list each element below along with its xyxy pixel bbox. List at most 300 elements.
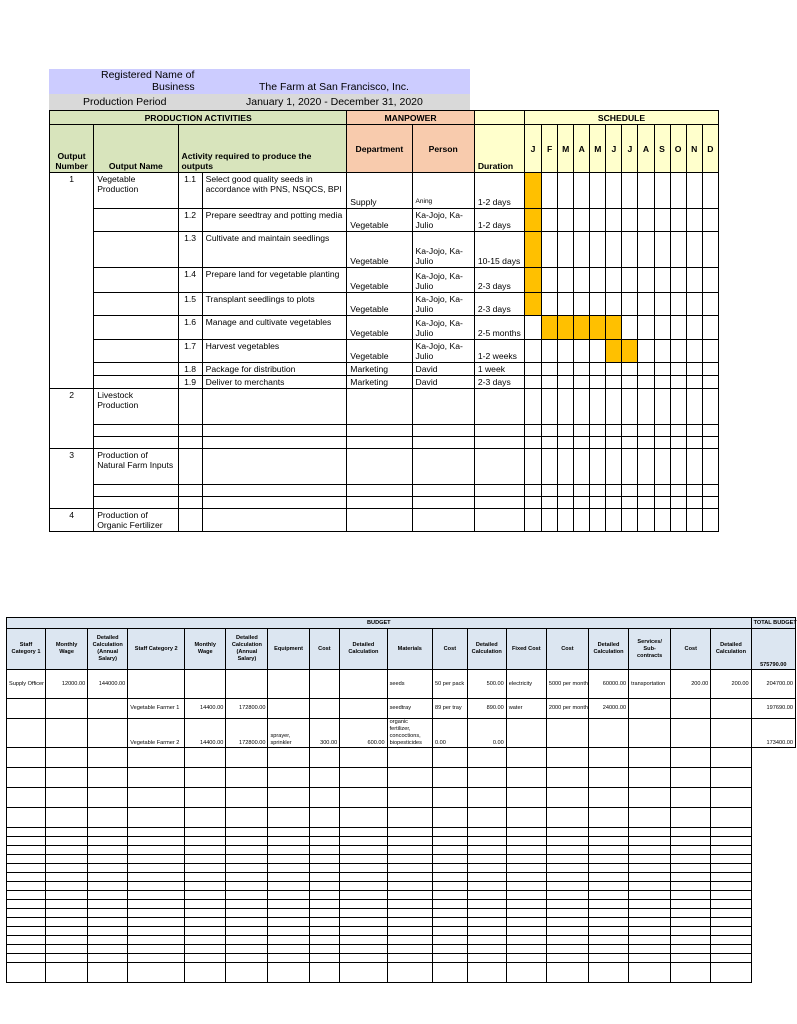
budget-empty-cell — [751, 788, 795, 808]
gantt-cell — [590, 316, 606, 340]
gantt-cell — [574, 340, 590, 363]
budget-empty-cell — [629, 788, 671, 808]
gantt-cell — [606, 316, 622, 340]
gantt-cell — [590, 209, 606, 232]
budget-empty-cell — [226, 963, 268, 983]
budget-empty-cell — [309, 748, 340, 768]
budget-empty-cell — [309, 918, 340, 927]
budget-empty-cell — [128, 846, 185, 855]
budget-header-13: Fixed Cost — [506, 629, 546, 670]
budget-cell-fixed-cost — [546, 719, 588, 748]
budget-empty-cell — [387, 788, 432, 808]
budget-empty-cell — [671, 918, 711, 927]
budget-empty-cell — [711, 963, 751, 983]
budget-empty-cell — [432, 864, 467, 873]
budget-empty-cell — [387, 954, 432, 963]
budget-empty-cell — [546, 808, 588, 828]
budget-empty-cell — [671, 837, 711, 846]
budget-empty-cell — [546, 945, 588, 954]
budget-empty-cell — [711, 846, 751, 855]
gantt-cell — [670, 268, 686, 293]
period-label: Production Period — [83, 96, 167, 108]
budget-empty-cell — [7, 963, 46, 983]
budget-empty-cell — [671, 846, 711, 855]
budget-empty-cell — [506, 900, 546, 909]
budget-empty-cell — [128, 909, 185, 918]
budget-empty-cell — [629, 954, 671, 963]
budget-empty-cell — [432, 873, 467, 882]
budget-empty-cell — [309, 900, 340, 909]
budget-cell-eq-cost — [309, 670, 340, 699]
budget-empty-cell — [546, 855, 588, 864]
budget-empty-cell — [128, 900, 185, 909]
activity-text: Prepare seedtray and potting media — [202, 209, 347, 232]
budget-empty-cell — [506, 936, 546, 945]
budget-empty-cell — [751, 846, 795, 855]
gantt-cell — [590, 485, 606, 497]
budget-empty-cell — [751, 945, 795, 954]
gantt-cell — [606, 232, 622, 268]
budget-empty-cell — [309, 909, 340, 918]
budget-empty-cell — [711, 768, 751, 788]
budget-header-7: Equipment — [268, 629, 309, 670]
budget-cell-eq-calc — [340, 670, 387, 699]
budget-empty-cell — [506, 846, 546, 855]
budget-empty-cell — [268, 927, 309, 936]
gantt-cell — [542, 437, 558, 449]
budget-empty-cell — [309, 855, 340, 864]
budget-empty-cell — [751, 909, 795, 918]
budget-empty-cell — [46, 936, 88, 945]
gantt-cell — [702, 316, 718, 340]
gantt-cell — [670, 363, 686, 376]
budget-empty-cell — [671, 855, 711, 864]
budget-cell-svc-calc: 200.00 — [711, 670, 751, 699]
budget-empty-cell — [88, 954, 128, 963]
budget-empty-cell — [185, 808, 226, 828]
budget-empty-cell — [629, 945, 671, 954]
budget-empty-cell — [432, 808, 467, 828]
budget-empty-cell — [226, 788, 268, 808]
activity-text — [202, 449, 347, 485]
budget-empty-cell — [340, 882, 387, 891]
month-header-4: A — [574, 125, 590, 173]
budget-empty-cell — [88, 891, 128, 900]
gantt-cell — [606, 437, 622, 449]
budget-empty-cell — [711, 882, 751, 891]
budget-cell-mat-cost: 0.00 — [432, 719, 467, 748]
budget-cell-fixed: electricity — [506, 670, 546, 699]
gantt-cell — [525, 376, 542, 389]
gantt-cell — [558, 293, 574, 316]
budget-header-5: Monthly Wage — [185, 629, 226, 670]
budget-empty-cell — [629, 837, 671, 846]
budget-empty-cell — [340, 828, 387, 837]
budget-empty-cell — [88, 846, 128, 855]
budget-header-16: Services/ Sub-contracts — [629, 629, 671, 670]
budget-empty-cell — [711, 891, 751, 900]
gantt-cell — [654, 376, 670, 389]
budget-empty-cell — [268, 788, 309, 808]
budget-empty-cell — [46, 909, 88, 918]
activity-person — [412, 485, 474, 497]
gantt-cell — [622, 209, 638, 232]
budget-cell-mat-calc: 0.00 — [467, 719, 506, 748]
budget-empty-cell — [268, 936, 309, 945]
gantt-cell — [654, 316, 670, 340]
gantt-cell — [686, 268, 702, 293]
gantt-cell — [606, 340, 622, 363]
output-name: Production of Organic Fertilizer — [94, 509, 178, 532]
activity-code — [178, 437, 202, 449]
budget-empty-cell — [751, 891, 795, 900]
budget-empty-cell — [506, 909, 546, 918]
activity-person: David — [412, 376, 474, 389]
month-header-12: D — [702, 125, 718, 173]
gantt-cell — [606, 293, 622, 316]
budget-cell-staff1: Supply Officer — [7, 670, 46, 699]
budget-empty-cell — [432, 768, 467, 788]
budget-empty-cell — [432, 963, 467, 983]
budget-empty-cell — [7, 855, 46, 864]
budget-empty-cell — [268, 828, 309, 837]
gantt-cell — [558, 449, 574, 485]
budget-empty-cell — [467, 909, 506, 918]
activity-duration: 2-3 days — [474, 376, 524, 389]
budget-cell-fixed-cost: 2000 per month — [546, 699, 588, 719]
budget-empty-cell — [128, 873, 185, 882]
budget-cell-wage2: 14400.00 — [185, 699, 226, 719]
budget-empty-cell — [340, 900, 387, 909]
col-department: Department — [347, 125, 412, 173]
activity-code: 1.8 — [178, 363, 202, 376]
budget-empty-cell — [751, 828, 795, 837]
budget-empty-cell — [340, 788, 387, 808]
budget-empty-cell — [629, 873, 671, 882]
budget-empty-cell — [589, 828, 629, 837]
budget-empty-cell — [711, 918, 751, 927]
budget-empty-cell — [467, 748, 506, 768]
budget-empty-cell — [589, 846, 629, 855]
budget-empty-cell — [226, 768, 268, 788]
budget-empty-cell — [185, 918, 226, 927]
gantt-cell — [590, 389, 606, 425]
gantt-cell — [686, 363, 702, 376]
budget-empty-cell — [546, 900, 588, 909]
budget-empty-cell — [629, 909, 671, 918]
output-name-blank — [94, 232, 178, 268]
budget-empty-cell — [506, 864, 546, 873]
budget-empty-cell — [7, 927, 46, 936]
gantt-cell — [670, 173, 686, 209]
budget-cell-staff2 — [128, 670, 185, 699]
budget-empty-cell — [629, 882, 671, 891]
gantt-cell — [525, 497, 542, 509]
budget-empty-cell — [589, 748, 629, 768]
budget-empty-cell — [185, 768, 226, 788]
budget-empty-cell — [711, 864, 751, 873]
budget-empty-cell — [226, 808, 268, 828]
budget-empty-cell — [128, 808, 185, 828]
budget-empty-cell — [432, 918, 467, 927]
gantt-cell — [606, 389, 622, 425]
budget-empty-cell — [629, 855, 671, 864]
gantt-cell — [574, 437, 590, 449]
budget-empty-cell — [309, 808, 340, 828]
budget-header-14: Cost — [546, 629, 588, 670]
gantt-cell — [670, 485, 686, 497]
budget-empty-cell — [268, 846, 309, 855]
budget-empty-cell — [46, 855, 88, 864]
budget-empty-cell — [128, 936, 185, 945]
gantt-cell — [622, 293, 638, 316]
budget-empty-cell — [432, 909, 467, 918]
budget-empty-cell — [185, 846, 226, 855]
budget-empty-cell — [711, 837, 751, 846]
activity-code: 1.6 — [178, 316, 202, 340]
budget-empty-cell — [88, 855, 128, 864]
budget-empty-cell — [128, 963, 185, 983]
gantt-cell — [606, 363, 622, 376]
gantt-cell — [606, 509, 622, 532]
section-schedule-header: SCHEDULE — [525, 111, 719, 125]
budget-empty-cell — [671, 788, 711, 808]
gantt-cell — [686, 232, 702, 268]
gantt-cell — [525, 232, 542, 268]
budget-empty-cell — [88, 873, 128, 882]
budget-empty-cell — [506, 837, 546, 846]
budget-empty-cell — [671, 873, 711, 882]
activity-duration: 2-3 days — [474, 268, 524, 293]
budget-empty-cell — [340, 918, 387, 927]
month-header-9: S — [654, 125, 670, 173]
budget-empty-cell — [7, 808, 46, 828]
budget-empty-cell — [589, 808, 629, 828]
budget-empty-cell — [589, 936, 629, 945]
budget-empty-cell — [711, 873, 751, 882]
output-name-blank — [94, 209, 178, 232]
gantt-cell — [574, 173, 590, 209]
gantt-cell — [574, 363, 590, 376]
budget-empty-cell — [128, 768, 185, 788]
output-name: Livestock Production — [94, 389, 178, 425]
budget-cell-wage2 — [185, 670, 226, 699]
gantt-cell — [702, 376, 718, 389]
gantt-cell — [702, 485, 718, 497]
budget-empty-cell — [751, 900, 795, 909]
budget-empty-cell — [506, 768, 546, 788]
budget-empty-cell — [589, 864, 629, 873]
gantt-cell — [622, 316, 638, 340]
budget-empty-cell — [226, 909, 268, 918]
budget-empty-cell — [185, 927, 226, 936]
activity-text — [202, 437, 347, 449]
budget-empty-cell — [309, 936, 340, 945]
budget-empty-cell — [7, 891, 46, 900]
gantt-cell — [542, 509, 558, 532]
budget-empty-cell — [387, 768, 432, 788]
output-number: 4 — [50, 509, 94, 532]
budget-empty-cell — [268, 954, 309, 963]
activity-person — [412, 497, 474, 509]
budget-empty-cell — [671, 963, 711, 983]
gantt-cell — [686, 389, 702, 425]
budget-empty-cell — [467, 963, 506, 983]
gantt-cell — [574, 449, 590, 485]
gantt-cell — [542, 449, 558, 485]
budget-empty-cell — [88, 864, 128, 873]
gantt-cell — [590, 293, 606, 316]
budget-empty-cell — [671, 900, 711, 909]
budget-header-10: Materials — [387, 629, 432, 670]
budget-empty-cell — [268, 837, 309, 846]
budget-empty-cell — [387, 748, 432, 768]
gantt-cell — [654, 437, 670, 449]
gantt-cell — [670, 497, 686, 509]
output-name-blank — [94, 363, 178, 376]
budget-empty-cell — [128, 828, 185, 837]
col-output-number: Output Number — [50, 125, 94, 173]
business-label-line2: Business — [152, 81, 195, 93]
budget-cell-calc1: 144000.00 — [88, 670, 128, 699]
budget-empty-cell — [7, 837, 46, 846]
gantt-cell — [686, 376, 702, 389]
gantt-cell — [590, 173, 606, 209]
gantt-cell — [542, 232, 558, 268]
budget-empty-cell — [226, 855, 268, 864]
budget-empty-cell — [185, 936, 226, 945]
budget-empty-cell — [589, 873, 629, 882]
gantt-cell — [606, 485, 622, 497]
gantt-cell — [654, 268, 670, 293]
activity-text — [202, 497, 347, 509]
gantt-cell — [574, 232, 590, 268]
budget-cell-equipment — [268, 699, 309, 719]
budget-empty-cell — [589, 788, 629, 808]
gantt-cell — [622, 376, 638, 389]
activity-code — [178, 485, 202, 497]
budget-empty-cell — [629, 900, 671, 909]
budget-empty-cell — [340, 954, 387, 963]
budget-cell-wage1 — [46, 699, 88, 719]
gantt-cell — [622, 497, 638, 509]
budget-empty-cell — [340, 909, 387, 918]
gantt-cell — [542, 173, 558, 209]
budget-empty-cell — [128, 748, 185, 768]
budget-empty-cell — [340, 891, 387, 900]
budget-empty-cell — [46, 828, 88, 837]
activity-person: Ka-Jojo, Ka-Julio — [412, 293, 474, 316]
gantt-cell — [638, 268, 654, 293]
gantt-cell — [606, 425, 622, 437]
budget-empty-cell — [387, 873, 432, 882]
section-activities-header: PRODUCTION ACTIVITIES — [50, 111, 347, 125]
budget-header-9: Detailed Calculation — [340, 629, 387, 670]
activity-department — [347, 449, 412, 485]
budget-empty-cell — [432, 882, 467, 891]
budget-empty-cell — [629, 828, 671, 837]
gantt-cell — [638, 497, 654, 509]
gantt-cell — [638, 376, 654, 389]
budget-cell-calc2: 172800.00 — [226, 719, 268, 748]
budget-empty-cell — [46, 927, 88, 936]
gantt-cell — [525, 363, 542, 376]
budget-cell-equipment: sprayer, sprinkler — [268, 719, 309, 748]
gantt-cell — [558, 316, 574, 340]
activity-code — [178, 509, 202, 532]
budget-empty-cell — [546, 891, 588, 900]
activity-department: Marketing — [347, 363, 412, 376]
budget-cell-eq-cost: 300.00 — [309, 719, 340, 748]
budget-empty-cell — [88, 927, 128, 936]
gantt-cell — [525, 340, 542, 363]
budget-empty-cell — [711, 945, 751, 954]
budget-cell-fixed-cost: 5000 per month — [546, 670, 588, 699]
gantt-cell — [670, 209, 686, 232]
budget-empty-cell — [226, 837, 268, 846]
gantt-cell — [525, 485, 542, 497]
budget-empty-cell — [387, 927, 432, 936]
budget-empty-cell — [546, 768, 588, 788]
budget-empty-cell — [226, 918, 268, 927]
gantt-cell — [686, 437, 702, 449]
activity-duration — [474, 485, 524, 497]
budget-empty-cell — [467, 954, 506, 963]
budget-empty-cell — [88, 909, 128, 918]
gantt-cell — [702, 425, 718, 437]
gantt-cell — [622, 268, 638, 293]
total-budget-value: 575790.00 — [751, 629, 795, 670]
budget-empty-cell — [589, 855, 629, 864]
budget-empty-cell — [432, 936, 467, 945]
budget-cell-calc1 — [88, 699, 128, 719]
budget-empty-cell — [629, 748, 671, 768]
budget-cell-total: 204700.00 — [751, 670, 795, 699]
budget-empty-cell — [589, 882, 629, 891]
budget-empty-cell — [309, 945, 340, 954]
budget-empty-cell — [589, 963, 629, 983]
budget-empty-cell — [268, 808, 309, 828]
budget-empty-cell — [387, 963, 432, 983]
activity-duration — [474, 449, 524, 485]
budget-empty-cell — [185, 954, 226, 963]
budget-header-8: Cost — [309, 629, 340, 670]
budget-empty-cell — [128, 918, 185, 927]
budget-empty-cell — [128, 837, 185, 846]
budget-empty-cell — [467, 918, 506, 927]
activity-person — [412, 425, 474, 437]
gantt-cell — [525, 437, 542, 449]
gantt-cell — [525, 268, 542, 293]
budget-empty-cell — [88, 882, 128, 891]
budget-empty-cell — [546, 882, 588, 891]
budget-empty-cell — [546, 837, 588, 846]
output-name-blank — [94, 425, 178, 437]
budget-empty-cell — [185, 900, 226, 909]
gantt-cell — [654, 209, 670, 232]
budget-empty-cell — [340, 873, 387, 882]
gantt-cell — [542, 268, 558, 293]
budget-empty-cell — [506, 927, 546, 936]
budget-cell-calc2 — [226, 670, 268, 699]
budget-header-12: Detailed Calculation — [467, 629, 506, 670]
budget-cell-staff1 — [7, 719, 46, 748]
budget-header-6: Detailed Calculation (Annual Salary) — [226, 629, 268, 670]
activity-person — [412, 437, 474, 449]
budget-empty-cell — [629, 918, 671, 927]
budget-empty-cell — [751, 768, 795, 788]
budget-cell-staff1 — [7, 699, 46, 719]
